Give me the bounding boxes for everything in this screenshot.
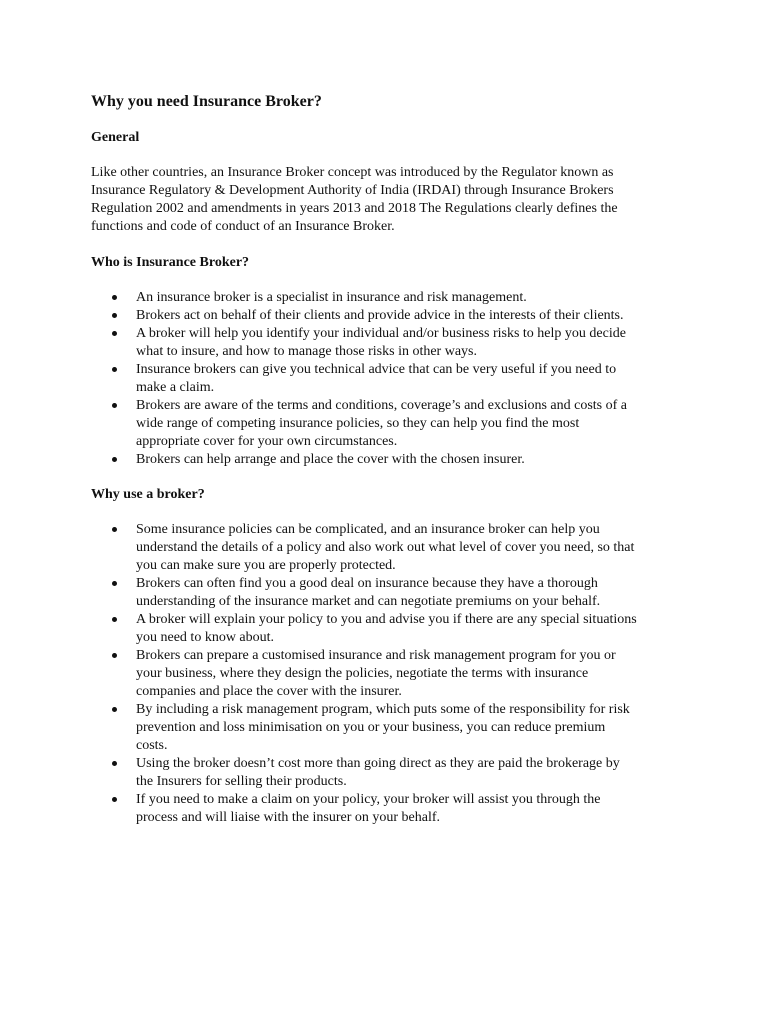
list-item-line: Using the broker doesn’t cost more than going direct as they are paid the brokerage by <box>136 756 620 771</box>
list-item <box>91 701 681 755</box>
document-title: Why you need Insurance Broker? <box>91 93 322 110</box>
paragraph-line: Like other countries, an Insurance Broker concept was introduced by the Regulator known as <box>91 165 614 180</box>
list-item-line: understanding of the insurance market and can negotiate premiums on your behalf. <box>136 594 601 609</box>
who-bullet-list <box>91 289 681 469</box>
list-item <box>91 397 681 451</box>
bullet-icon <box>112 617 117 622</box>
list-item-line: you can make sure you are properly protected. <box>136 558 396 573</box>
bullet-icon <box>112 295 117 300</box>
list-item-line: what to insure, and how to manage those risks in other ways. <box>136 344 477 359</box>
list-item-line: companies and place the cover with the insurer. <box>136 684 402 699</box>
list-item <box>91 611 681 647</box>
bullet-icon <box>112 331 117 336</box>
list-item <box>91 325 681 361</box>
list-item-line: A broker will explain your policy to you and advise you if there are any special situations <box>136 612 637 627</box>
list-item-line: you need to know about. <box>136 630 275 645</box>
why-bullet-list <box>91 521 681 827</box>
list-item-line: Brokers are aware of the terms and conditions, coverage’s and exclusions and costs of a <box>136 398 628 413</box>
bullet-icon <box>112 761 117 766</box>
list-item-line: Brokers act on behalf of their clients and provide advice in the interests of their clients. <box>136 308 624 323</box>
list-item-line: make a claim. <box>136 380 215 395</box>
list-item-line: your business, where they design the policies, negotiate the terms with insurance <box>136 666 589 681</box>
bullet-icon <box>112 313 117 318</box>
list-item-line: appropriate cover for your own circumstances. <box>136 434 398 449</box>
bullet-icon <box>112 581 117 586</box>
list-item-line: By including a risk management program, which puts some of the responsibility for risk <box>136 702 630 717</box>
bullet-icon <box>112 797 117 802</box>
who-heading: Who is Insurance Broker? <box>91 255 250 270</box>
why-heading: Why use a broker? <box>91 487 205 502</box>
list-item-line: costs. <box>136 738 168 753</box>
list-item-line: the Insurers for selling their products. <box>136 774 347 789</box>
list-item <box>91 791 681 827</box>
paragraph-line: functions and code of conduct of an Insurance Broker. <box>91 219 395 234</box>
bullet-icon <box>112 653 117 658</box>
list-item-line: process and will liaise with the insurer on your behalf. <box>136 810 441 825</box>
list-item-line: Insurance brokers can give you technical advice that can be very useful if you need to <box>136 362 617 377</box>
bullet-icon <box>112 527 117 532</box>
list-item <box>91 361 681 397</box>
list-item <box>91 289 681 307</box>
bullet-icon <box>112 403 117 408</box>
list-item <box>91 451 681 469</box>
list-item-line: Some insurance policies can be complicated, and an insurance broker can help you <box>136 522 600 537</box>
list-item-line: A broker will help you identify your individual and/or business risks to help you decide <box>136 326 626 341</box>
document-page <box>91 92 681 844</box>
general-paragraph <box>91 164 681 236</box>
list-item <box>91 647 681 701</box>
list-item <box>91 575 681 611</box>
list-item-line: prevention and loss minimisation on you or your business, you can reduce premium <box>136 720 606 735</box>
list-item <box>91 755 681 791</box>
list-item-line: An insurance broker is a specialist in insurance and risk management. <box>136 290 527 305</box>
list-item-line: Brokers can prepare a customised insurance and risk management program for you or <box>136 648 616 663</box>
list-item-line: Brokers can help arrange and place the cover with the chosen insurer. <box>136 452 525 467</box>
bullet-icon <box>112 457 117 462</box>
paragraph-line: Insurance Regulatory & Development Authority of India (IRDAI) through Insurance Brokers <box>91 183 614 198</box>
paragraph-line: Regulation 2002 and amendments in years 2013 and 2018 The Regulations clearly defines the <box>91 201 618 216</box>
bullet-icon <box>112 707 117 712</box>
list-item <box>91 307 681 325</box>
list-item-line: understand the details of a policy and also work out what level of cover you need, so that <box>136 540 635 555</box>
list-item <box>91 521 681 575</box>
list-item-line: wide range of competing insurance policies, so they can help you find the most <box>136 416 580 431</box>
list-item-line: If you need to make a claim on your policy, your broker will assist you through the <box>136 792 601 807</box>
bullet-icon <box>112 367 117 372</box>
general-heading: General <box>91 130 140 145</box>
list-item-line: Brokers can often find you a good deal on insurance because they have a thorough <box>136 576 598 591</box>
